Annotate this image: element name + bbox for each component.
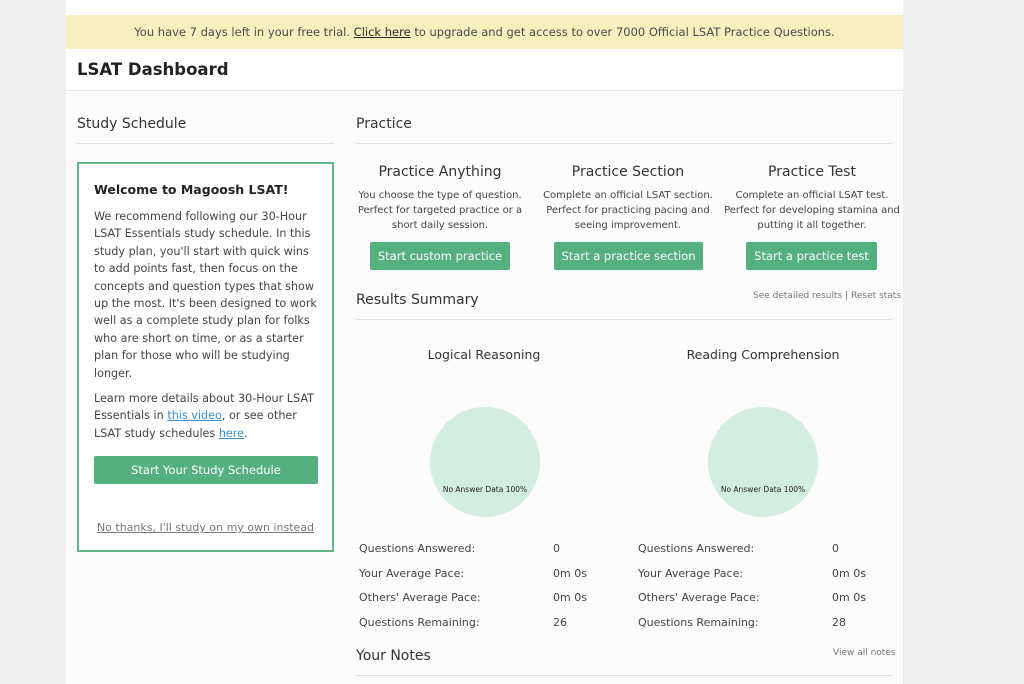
stat-label: Questions Answered: [638,542,755,555]
welcome-card [77,162,334,552]
trial-banner-text: You have 7 days left in your free trial. [134,25,351,39]
upgrade-link[interactable]: Click here [353,25,411,39]
link-separator: | [845,291,849,301]
start-practice-section-button[interactable]: Start a practice section [554,242,703,270]
page-title: LSAT Dashboard [77,60,229,79]
start-custom-practice-button[interactable]: Start custom practice [370,242,510,270]
divider [77,143,334,144]
stat-row [638,591,898,616]
stat-value: 0m 0s [553,566,587,580]
pie-label: No Answer Data 100% [442,485,528,494]
see-detailed-results-link[interactable]: See detailed results [753,291,843,301]
logical-reasoning-stats [359,542,619,640]
stat-value: 0 [553,542,560,555]
stat-row [638,542,898,567]
stat-row [359,542,619,567]
reading-comprehension-stats [638,542,898,640]
schedules-here-link[interactable]: here [218,426,245,440]
stat-value: 0m 0s [832,591,866,604]
stat-label: Questions Remaining: [638,615,759,629]
logical-reasoning-pie [430,407,540,517]
learn-more-middle: , or see other LSAT study schedules [94,409,297,440]
this-video-link[interactable]: this video [167,409,222,423]
stat-label: Questions Answered: [359,542,476,555]
stat-value: 0 [832,542,839,555]
learn-more-paragraph [94,390,318,442]
stat-value: 0m 0s [832,566,866,580]
decline-schedule-link[interactable]: No thanks, I'll study on my own instead [96,521,315,534]
practice-anything-desc: You choose the type of question. Perfect for targeted practice or a short daily session. [357,190,523,231]
practice-test-card [722,164,902,263]
stat-value: 26 [553,615,567,629]
trial-banner-suffix: to upgrade and get access to over 7000 Official LSAT Practice Questions. [414,25,835,39]
stat-label: Others' Average Pace: [638,591,760,604]
practice-section-title: Practice Section [571,164,685,180]
dashboard-page [66,0,903,684]
stat-label: Your Average Pace: [359,566,465,580]
your-notes-heading: Your Notes [356,648,431,664]
trial-banner [66,15,903,49]
stat-label: Your Average Pace: [638,566,744,580]
stat-label: Questions Remaining: [359,615,480,629]
view-all-notes-link[interactable]: View all notes [833,648,896,658]
practice-test-title: Practice Test [768,164,856,180]
results-summary-heading: Results Summary [356,292,479,308]
stat-row [359,591,619,616]
results-links [753,291,901,301]
stat-row [359,567,619,592]
stat-row [638,567,898,592]
stat-value: 0m 0s [553,591,587,604]
divider [356,675,892,676]
reading-comprehension-title: Reading Comprehension [686,347,840,362]
welcome-paragraph: We recommend following our 30-Hour LSAT Essentials study schedule. In this study plan, you'll start with quick wins to add points fast, then focus on the concepts and question types that show up the most. It's been designed to work well as a complete study plan for folks who are short on time, or as a starter plan for those who will be studying longer. [94,210,317,380]
practice-section-card [538,164,718,263]
divider [356,319,892,320]
divider [356,143,892,144]
stat-value: 28 [832,615,846,629]
practice-test-desc: Complete an official LSAT test. Perfect for developing stamina and putting it all together. [724,190,900,231]
stat-row [359,616,619,641]
start-study-schedule-button[interactable]: Start Your Study Schedule [94,456,318,484]
practice-section-desc: Complete an official LSAT section. Perfect for practicing pacing and seeing improvement. [543,190,713,231]
logical-reasoning-title: Logical Reasoning [427,347,541,362]
learn-more-end: . [244,426,248,440]
start-practice-test-button[interactable]: Start a practice test [746,242,877,270]
stat-label: Others' Average Pace: [359,591,481,604]
welcome-title: Welcome to Magoosh LSAT! [94,182,289,197]
practice-anything-title: Practice Anything [378,164,502,180]
stat-row [638,616,898,641]
top-strip [66,0,903,15]
practice-heading: Practice [356,116,412,132]
practice-anything-card [350,164,530,263]
reset-stats-link[interactable]: Reset stats [851,291,901,301]
pie-label: No Answer Data 100% [720,485,806,494]
page-header [66,49,903,91]
study-schedule-heading: Study Schedule [77,116,187,132]
reading-comprehension-pie [708,407,818,517]
learn-more-text: Learn more details about 30-Hour LSAT Essentials in [94,392,314,423]
